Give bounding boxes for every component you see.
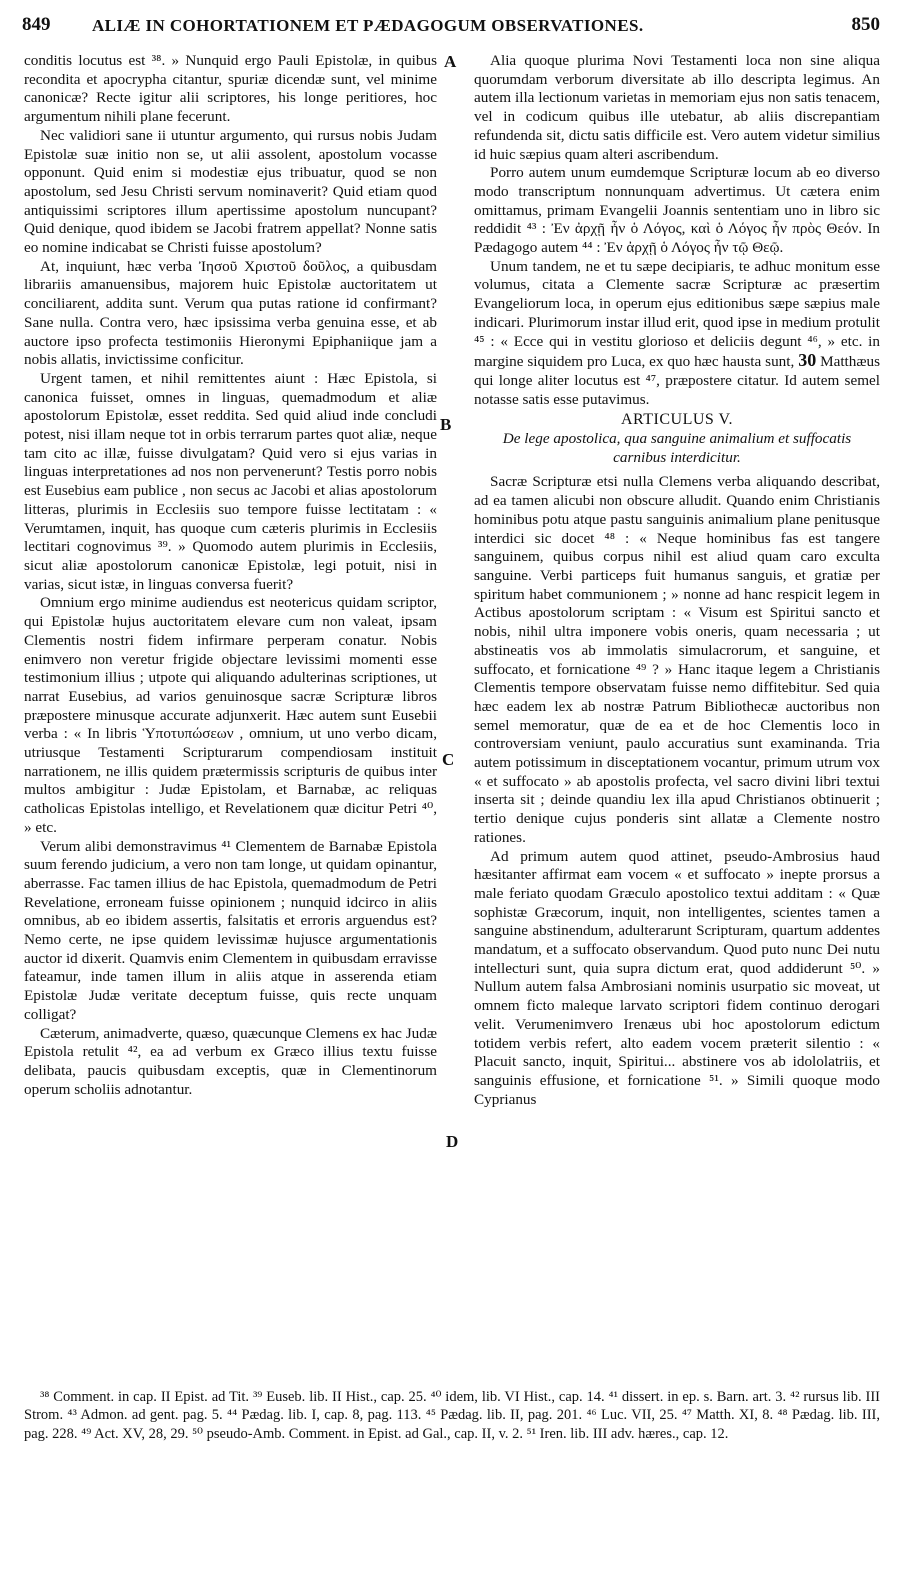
paragraph: Nec validiori sane ii utuntur argumento, qui rursus nobis Judam Epistolæ suæ initio non se, ut alii assolent, apostolum vocasse opponunt. Quid enim si modestiæ ejus tribuatur, quod se non apostolum, sed Jesu Christi servum nominaverit? Quid etiam quod antiquissimi scriptores illum apertissime apostolum nuncupant? Quid denique, quod ibidem se Jacobi fratrem appellat? Nonne satis eo nomine indicabat se Christi fuisse apostolum? <box>24 126 437 257</box>
paragraph: Alia quoque plurima Novi Testamenti loca non sine aliqua quorumdam verborum diversitate ab illo descripta legimus. An autem illa lectionum varietas in memoriam ejus non satis tenacem, vel in codicum quibus ille utebatur, ab aliis discrepantiam refundenda sit, dictu satis difficile est. Vero autem videtur similius id huic sæpius quam alteri ascribendum. <box>474 52 880 163</box>
page-header <box>22 14 884 40</box>
article-subtitle: De lege apostolica, qua sanguine animalium et suffocatis carnibus interdicitur. <box>502 430 852 466</box>
margin-marker-a: A <box>444 52 457 71</box>
paragraph: conditis locutus est ³⁸. » Nunquid ergo Pauli Epistolæ, in quibus recondita et apocrypha citantur, spuriæ dicendæ sunt, vel minime canonicæ? Recte igitur alii scriptores, his longe peritiores, hoc argumentum nihili plane fecerunt. <box>24 52 437 126</box>
footnote-text: ³⁸ Comment. in cap. II Epist. ad Tit. ³⁹ Euseb. lib. II Hist., cap. 25. ⁴⁰ idem, lib. VI Hist., cap. 14. ⁴¹ dissert. in ep. s. Barn. art. 3. ⁴² rursus lib. III Strom. ⁴³ Admon. ad gent. pag. 5. ⁴⁴ Pædag. lib. I, cap. 8, pag. 113. ⁴⁵ Pædag. lib. II, pag. 201. ⁴⁶ Luc. VII, 25. ⁴⁷ Matth. XI, 8. ⁴⁸ Pædag. lib. III, pag. 228. ⁴⁹ Act. XV, 28, 29. ⁵⁰ pseudo-Amb. Comment. in Epist. ad Gal., cap. II, v. 2. ⁵¹ Iren. lib. III adv. hæres., cap. 12. <box>24 1389 880 1442</box>
paragraph: Sacræ Scripturæ etsi nulla Clemens verba aliquando describat, ad ea tamen alicubi non obscure alludit. Quando enim Christianis hominibus potu atque pastu sanguinis animalium plane penitusque interdici sic docet ⁴⁸ : « Neque hominibus fas est tangere sanguinem, quibus corpus nihil est aliud quam caro exculta sanguine. Verbi particeps fuit humanus sanguis, et gratiæ per spiritum habet communionem ; » nonne ad hanc respicit legem in Actibus apostolorum scriptam : « Visum est Spiritui sancto et nobis, nihil ultra imponere vobis oneris, quam necessaria ; ut abstineatis vos ab immolatis simulacrorum, et sanguine, et suffocato, et fornicatione ⁴⁹ ? » Hanc itaque legem a Christianis Clementis tempore observatam fuisse nemo diffitebitur. Sed quia hæc eadem lex ab nostræ Patrum Bibliothecæ auctoribus non semel memoratur, quæ de ea et de hoc Clementis loco in controversiam veniunt, paulo accuratius sunt examinanda. Tria autem potissimum in disceptationem vocantur, primum utrum vox « et suffocato » ab apostolis profecta, vel sacro divini libri textui inserta sit ; deinde quandiu lex illa apud Christianos obtinuerit ; tertio denique cujus ponderis sint allatæ a Clemente nostro rationes. <box>474 473 880 846</box>
margin-marker-b: B <box>440 415 452 434</box>
margin-marker-c: C <box>442 750 455 769</box>
paragraph: Urgent tamen, et nihil remittentes aiunt : Hæc Epistola, si canonica fuisset, omnes in linguas, quemadmodum et aliæ apostolorum Epistolæ, esset reddita. Sed quid aliud inde concludi potest, nisi illam neque tot in orbis terrarum partes quot aliæ, neque tam cito ac illæ, fuisse divulgatam? Quid vero si ejus varias in linguas interpretationes ad nos non pervenerunt? Testis porro nobis est Eusebius eam publice , non secus ac Jacobi et alias apostolorum litteras, plurimis in Ecclesiis suo tempore fuisse lectitatam : « Verumtamen, inquit, has quoque cum cæteris plurimis in Ecclesiis lectitari cognovimus ³⁹. » Quomodo autem plurimis in Ecclesiis, sicut aliæ apostolorum canonicæ Epistolæ, legi potuit, nisi in varias, sicut istæ, in linguas conversa fuerit? <box>24 369 437 593</box>
article-heading: ARTICULUS V. <box>620 411 734 429</box>
paragraph: Ad primum autem quod attinet, pseudo-Ambrosius haud hæsitanter affirmat eam vocem « et suffocato » inepte prorsus a male feriato quodam Græculo apostolico textui additam : « Quæ sophistæ Græcorum, inquit, non intelligentes, scientes tamen a sanguine abstinendum, adulterarunt Scripturam, quartum addentes mandatum, et a suffocato observandum. Quod puto nunc Dei nutu intellecturi sunt, quia supra dictum erat, quod addiderunt ⁵⁰. » Nullum autem falsa Ambrosiani nominis usurpatio sic moveat, ut omnem ficto maleque larvato scriptori fidem continuo derogari velit. Verumenimvero Irenæus ubi hoc apostolorum edictum totidem verbis refert, alto eadem vocem præterit silentio : « Placuit sancto, inquit, Spiritui... abstinere vos ab idololatriis, et sanguinis effusione, et fornicatione ⁵¹. » Simili quoque modo Cyprianus <box>474 847 880 1108</box>
paragraph-text: Matthæus qui longe aliter locutus est ⁴⁷, præpostere citatur. Id autem semel notasse satis esse putavimus. <box>474 353 881 408</box>
page-number-left: 849 <box>22 14 51 35</box>
paragraph: Porro autem unum eumdemque Scripturæ locum ab eo diverso modo transcriptum nonnunquam advertimus. Ut cætera enim omittamus, primam Evangelii Joannis sententiam uno in libro sic reddidit ⁴³ : Ἐν ἀρχῇ ἦν ὁ Λόγος, καὶ ὁ Λόγος ἦν πρὸς Θεόν. In Pædagogo autem ⁴⁴ : Ἐν ἀρχῇ ὁ Λόγος ἦν τῷ Θεῷ. <box>474 164 880 257</box>
paragraph <box>474 258 880 410</box>
column-number: 30 <box>798 350 817 371</box>
paragraph: Omnium ergo minime audiendus est neotericus quidam scriptor, qui Epistolæ hujus auctoritatem elevare cum non valeat, ipsam Clementis nostri fidem infirmare perperam conatur. Nobis enimvero non veretur frigide objectare levissimi momenti esse testimonium illius ; utpote qui aliquando adulterinas scriptiones, ut narrat Eusebius, ad varios genuinosque sacræ Scripturæ libros præpostere minusque accurate adjunxerit. Hæc autem sunt Eusebii verba : « In libris Ὑποτυπώσεων , omnium, ut uno verbo dicam, utriusque Testamenti Scripturarum compendiosam instituit narrationem, ne illis quidem prætermissis scripturis de quibus inter multos ambigitur : Judæ Epistolam, et Barnabæ, ac reliquas catholicas Epistolas intelligo, et Revelationem quæ dicitur Petri ⁴⁰, » etc. <box>24 594 437 836</box>
page-number-right: 850 <box>851 14 880 35</box>
left-column <box>24 52 437 1099</box>
right-column <box>474 52 880 1109</box>
paragraph-text: Unum tandem, ne et tu sæpe decipiaris, te adhuc monitum esse volumus, citata a Clemente sacræ Scripturæ ac præsertim Evangeliorum loca, in operum ejus editionibus sæpe sæpius male indicari. Plurimorum instar illud erit, quod ipse in medium protulit ⁴⁵ : « Ecce qui in vestitu glorioso et deliciis degunt ⁴⁶, » etc. in marginе siquidem pro Luca, ex quo hæc hausta sunt, <box>474 257 880 371</box>
paragraph: Cæterum, animadverte, quæso, quæcunque Clemens ex hac Judæ Epistola retulit ⁴², ea ad verbum ex Græco illius textu fuisse delibata, paucis quibusdam exceptis, quæ in Clementinorum operum scholiis adnotantur. <box>24 1024 437 1098</box>
paragraph: Verum alibi demonstravimus ⁴¹ Clementem de Barnabæ Epistola suum ferendo judicium, a vero non tam longe, ut quidam opinantur, aberrasse. Fac tamen illius de hac Epistola, quemadmodum de Petri Revelatione, erroneam fuisse opinionem ; nunquid idcirco in aliis omnibus, ab eo ibidem assertis, falsitatis et erroris arguendus est? Nemo certe, ne ipse quidem levissimæ hujusce argumentationis auctor id dixerit. Quamvis enim Clementem in quibusdam erravisse fateamur, inde tamen illum in aliis atque in asserenda etiam Epistolæ Judæ veritate deceptum fuisse, quis recte unquam colligat? <box>24 837 437 1023</box>
margin-marker-d: D <box>446 1132 459 1151</box>
running-title: ALIÆ IN COHORTATIONEM ET PÆDAGOGUM OBSERVATIONES. <box>92 16 644 35</box>
footnotes <box>24 1388 880 1443</box>
paragraph: At, inquiunt, hæc verba Ἰησοῦ Χριστοῦ δοῦλος, a quibusdam librariis amanuensibus, majorem huic Epistolæ auctoritatem ut conciliarent, addita sunt. Verum qua putas ratione id confirmant? Sane nulla. Contra vero, hæc ipsissima verba genuina esse, et ab auctore ipso profecta testimoniis Hieronymi Epiphaniique jam a nobis allatis, invictissime conficitur. <box>24 257 437 369</box>
